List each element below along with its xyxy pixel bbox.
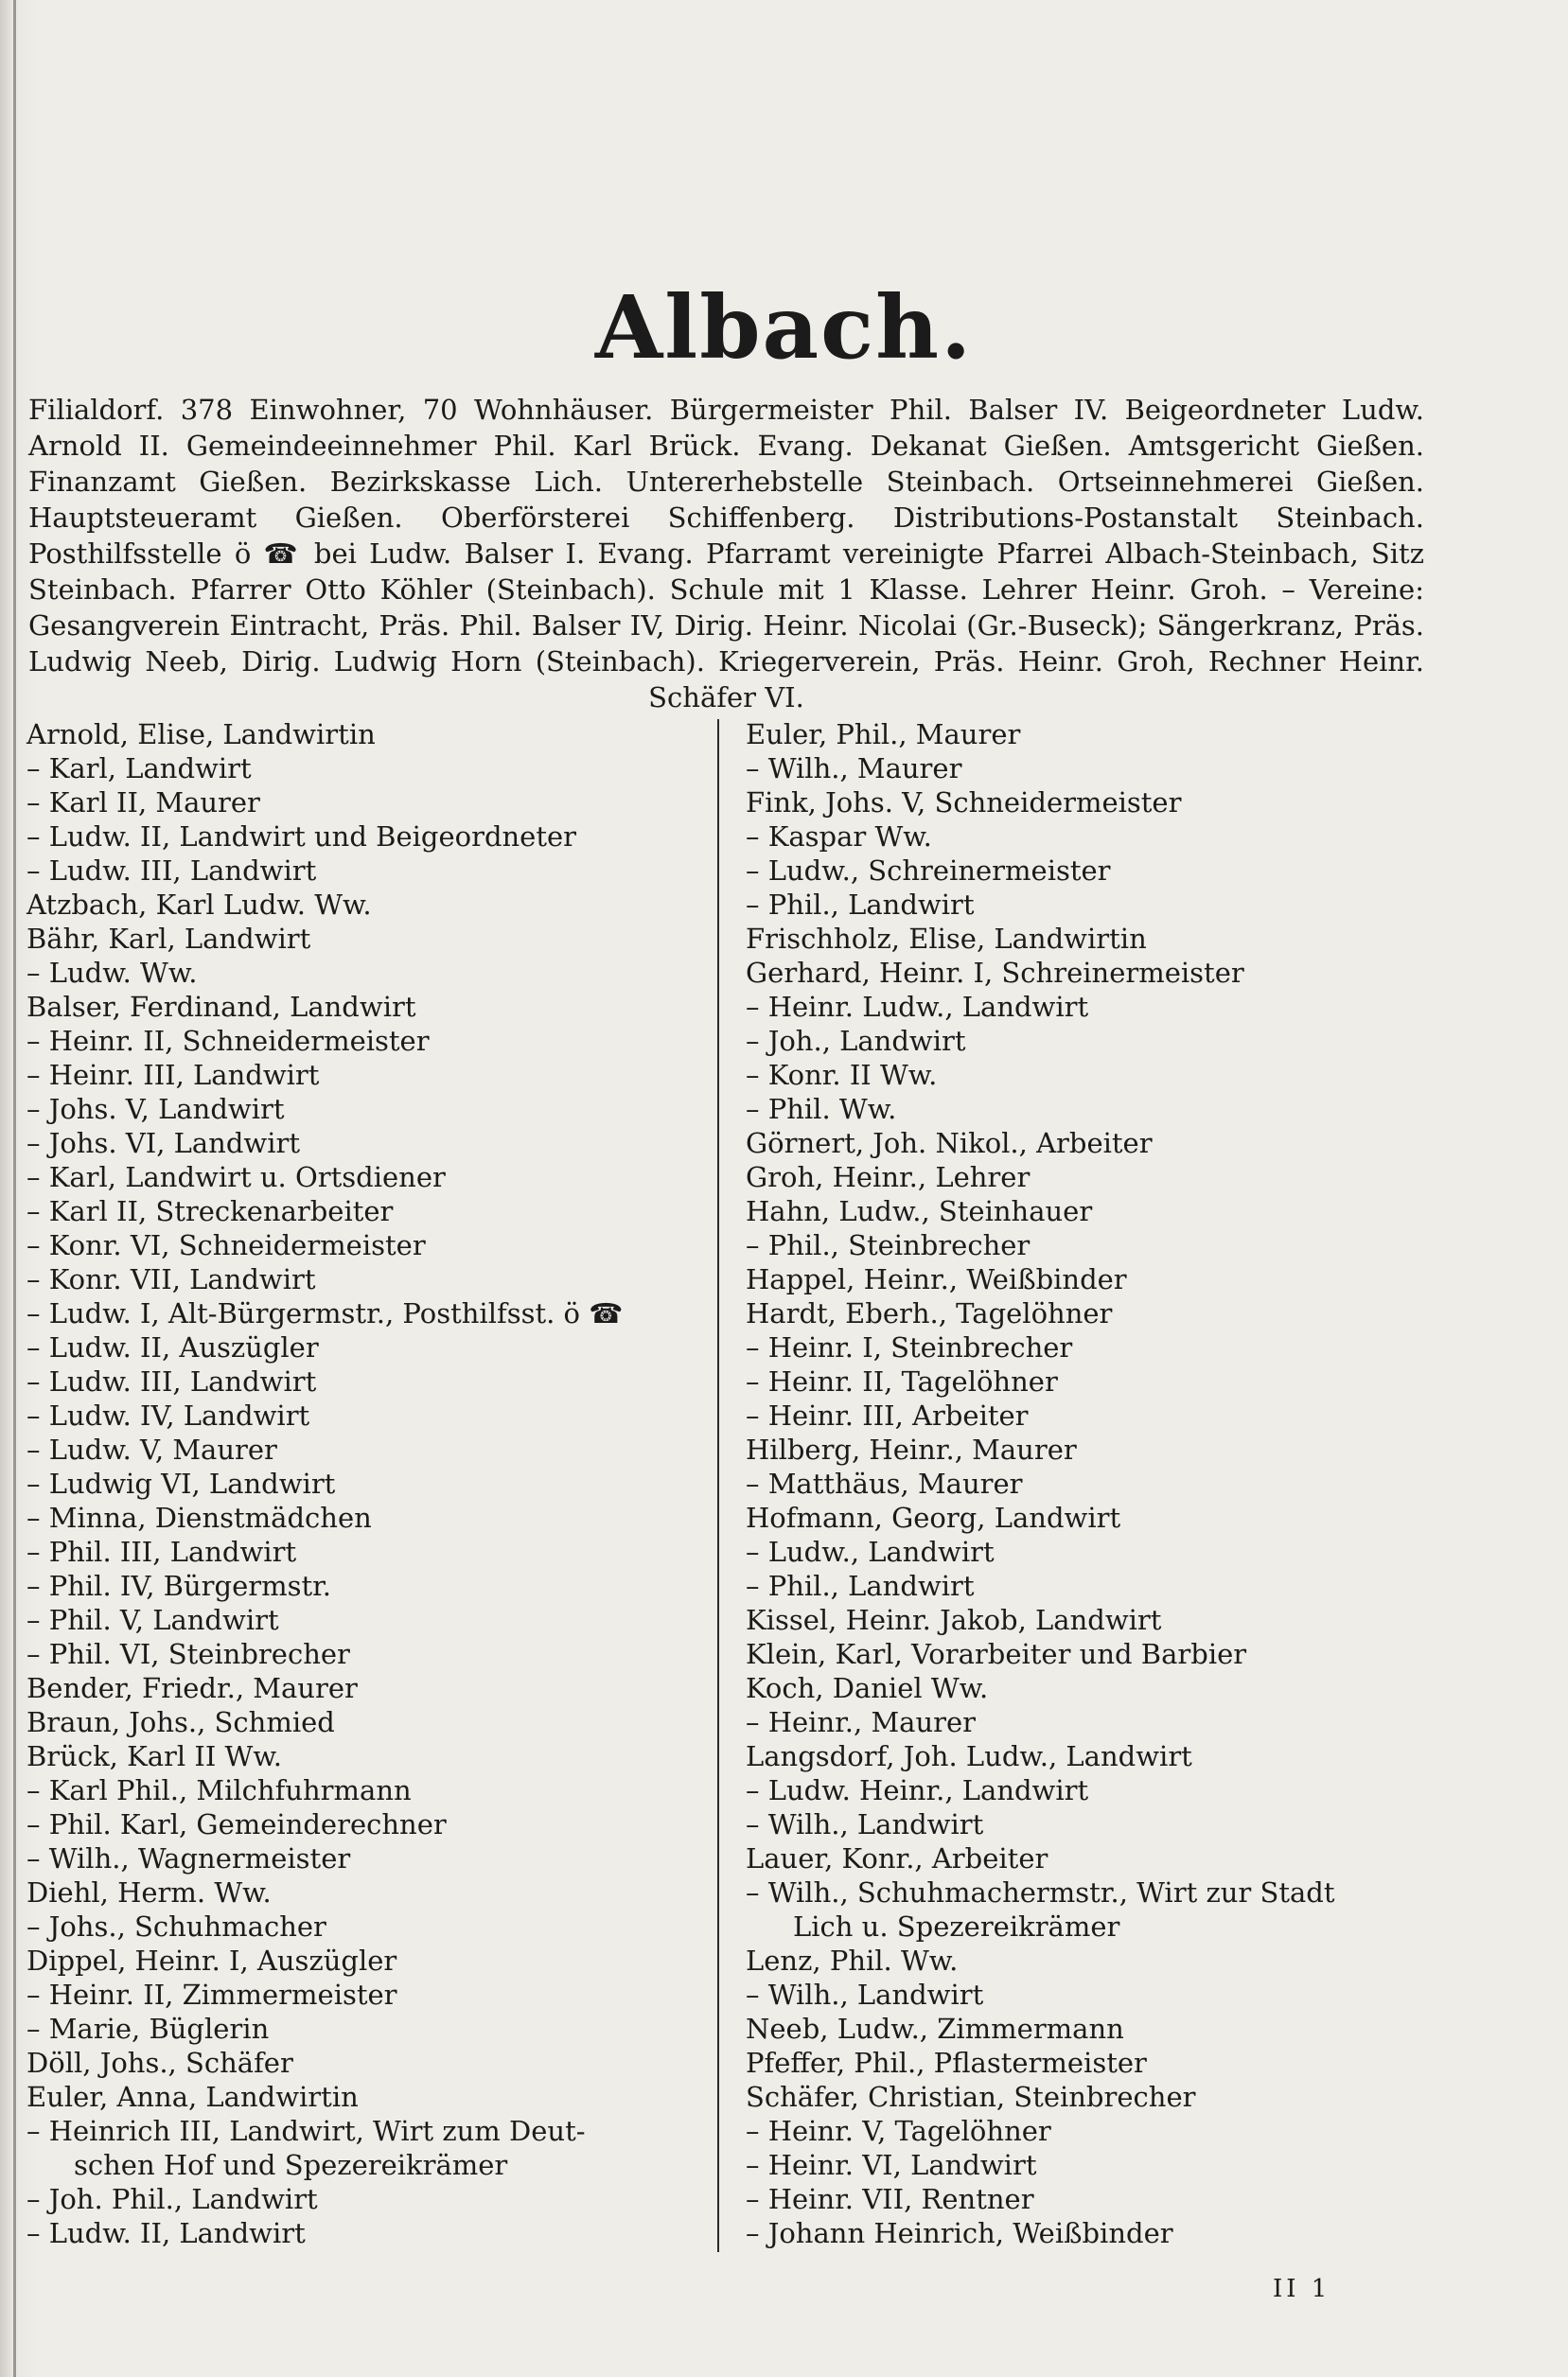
list-item: – Karl II, Maurer — [26, 786, 260, 819]
list-item: – Minna, Dienstmädchen — [26, 1502, 372, 1534]
list-item: Balser, Ferdinand, Landwirt — [26, 991, 416, 1023]
list-item: Schäfer, Christian, Steinbrecher — [746, 2081, 1196, 2113]
list-item: – Ludw., Landwirt — [746, 1536, 995, 1568]
list-item: Groh, Heinr., Lehrer — [746, 1161, 1031, 1193]
list-item: Bender, Friedr., Maurer — [26, 1672, 358, 1704]
list-item: – Ludw. V, Maurer — [26, 1434, 277, 1466]
list-item: Neeb, Ludw., Zimmermann — [746, 2013, 1124, 2045]
list-item: – Phil. V, Landwirt — [26, 1604, 279, 1636]
list-item: – Matthäus, Maurer — [746, 1468, 1023, 1500]
list-item: – Phil., Landwirt — [746, 1570, 975, 1602]
list-item: – Ludw. III, Landwirt — [26, 1365, 317, 1398]
list-item: – Phil. Karl, Gemeinderechner — [26, 1808, 447, 1840]
resident-list-left — [26, 717, 708, 2250]
list-item: – Johann Heinrich, Weißbinder — [746, 2217, 1173, 2249]
list-item: Bähr, Karl, Landwirt — [26, 923, 311, 955]
page-title: Albach. — [594, 276, 974, 379]
list-item: – Karl, Landwirt u. Ortsdiener — [26, 1161, 446, 1193]
list-item: – Joh., Landwirt — [746, 1025, 966, 1057]
list-item: – Heinr. III, Landwirt — [26, 1059, 320, 1091]
list-item: Arnold, Elise, Landwirtin — [26, 718, 376, 750]
list-item: – Wilh., Landwirt — [746, 1808, 984, 1840]
list-item: – Karl Phil., Milchfuhrmann — [26, 1774, 412, 1806]
list-item: – Phil. VI, Steinbrecher — [26, 1638, 350, 1670]
list-item: – Heinr. II, Zimmermeister — [26, 1979, 397, 2011]
list-item: – Ludw. II, Landwirt — [26, 2217, 306, 2249]
list-item: – Heinr. Ludw., Landwirt — [746, 991, 1089, 1023]
list-item: – Phil. Ww. — [746, 1093, 897, 1125]
list-item: – Phil., Landwirt — [746, 889, 975, 921]
list-item: – Heinr., Maurer — [746, 1706, 977, 1738]
list-item: Euler, Phil., Maurer — [746, 718, 1021, 750]
list-item: – Ludw. II, Auszügler — [26, 1331, 319, 1364]
list-item: – Kaspar Ww. — [746, 820, 932, 853]
list-item: Lauer, Konr., Arbeiter — [746, 1842, 1048, 1875]
list-item: – Karl II, Streckenarbeiter — [26, 1195, 394, 1227]
list-item: – Karl, Landwirt — [26, 752, 252, 784]
list-item: – Joh. Phil., Landwirt — [26, 2183, 318, 2215]
list-item-continuation: Lich u. Spezereikrämer — [793, 1910, 1120, 1943]
list-item: – Johs. VI, Landwirt — [26, 1127, 301, 1159]
list-item: Brück, Karl II Ww. — [26, 1740, 282, 1772]
list-item: Happel, Heinr., Weißbinder — [746, 1263, 1127, 1295]
list-item: – Phil., Steinbrecher — [746, 1229, 1031, 1261]
list-item: – Wilh., Maurer — [746, 752, 962, 784]
list-item: – Marie, Büglerin — [26, 2013, 270, 2045]
list-item: – Konr. VII, Landwirt — [26, 1263, 316, 1295]
list-item: – Wilh., Schuhmachermstr., Wirt zur Stadt — [746, 1876, 1335, 1909]
list-item: Hardt, Eberh., Tagelöhner — [746, 1297, 1113, 1329]
list-item: – Wilh., Wagnermeister — [26, 1842, 351, 1875]
list-item: – Heinr. VII, Rentner — [746, 2183, 1034, 2215]
list-item: Hahn, Ludw., Steinhauer — [746, 1195, 1093, 1227]
list-item: Hofmann, Georg, Landwirt — [746, 1502, 1121, 1534]
list-item: – Heinrich III, Landwirt, Wirt zum Deut- — [26, 2115, 586, 2147]
list-item: Hilberg, Heinr., Maurer — [746, 1434, 1077, 1466]
list-item: Frischholz, Elise, Landwirtin — [746, 923, 1147, 955]
list-item: – Konr. VI, Schneidermeister — [26, 1229, 426, 1261]
list-item-continuation: schen Hof und Spezereikrämer — [74, 2149, 508, 2181]
list-item: Döll, Johs., Schäfer — [26, 2047, 293, 2079]
list-item: – Heinr. VI, Landwirt — [746, 2149, 1037, 2181]
list-item: Euler, Anna, Landwirtin — [26, 2081, 359, 2113]
list-item: – Heinr. II, Schneidermeister — [26, 1025, 430, 1057]
list-item: Gerhard, Heinr. I, Schreinermeister — [746, 957, 1244, 989]
list-item: – Wilh., Landwirt — [746, 1979, 984, 2011]
list-item: Klein, Karl, Vorarbeiter und Barbier — [746, 1638, 1247, 1670]
list-item: – Phil. IV, Bürgermstr. — [26, 1570, 332, 1602]
list-item: Koch, Daniel Ww. — [746, 1672, 989, 1704]
resident-list-right — [746, 717, 1427, 2250]
list-item: – Ludw. II, Landwirt und Beigeordneter — [26, 820, 577, 853]
list-item: – Ludw. III, Landwirt — [26, 854, 317, 887]
list-item: Diehl, Herm. Ww. — [26, 1876, 272, 1909]
list-item: – Ludw. IV, Landwirt — [26, 1400, 310, 1432]
list-item: – Ludw. I, Alt-Bürgermstr., Posthilfsst. ö ☎ — [26, 1297, 624, 1329]
list-item: Atzbach, Karl Ludw. Ww. — [26, 889, 372, 921]
list-item: Görnert, Joh. Nikol., Arbeiter — [746, 1127, 1153, 1159]
list-item: – Heinr. II, Tagelöhner — [746, 1365, 1058, 1398]
page-number: II 1 — [1273, 2275, 1331, 2303]
list-item: Pfeffer, Phil., Pflastermeister — [746, 2047, 1147, 2079]
list-item: – Johs., Schuhmacher — [26, 1910, 326, 1943]
column-divider — [717, 719, 719, 2252]
list-item: Lenz, Phil. Ww. — [746, 1945, 959, 1977]
list-item: Fink, Johs. V, Schneidermeister — [746, 786, 1182, 819]
list-item: – Konr. II Ww. — [746, 1059, 938, 1091]
list-item: Braun, Johs., Schmied — [26, 1706, 335, 1738]
list-item: – Heinr. V, Tagelöhner — [746, 2115, 1051, 2147]
list-item: Kissel, Heinr. Jakob, Landwirt — [746, 1604, 1162, 1636]
list-item: – Ludwig VI, Landwirt — [26, 1468, 336, 1500]
village-description: Filialdorf. 378 Einwohner, 70 Wohnhäuser. Bürgermeister Phil. Balser IV. Beigeordneter Ludw. Arnold II. Gemeindeeinnehmer Phil. Karl Brück. Evang. Dekanat Gießen. Amtsgericht Gießen. Finanzamt Gießen. Bezirkskasse Lich. Untererhebstelle Steinbach. Ortseinnehmerei Gießen. Hauptsteueramt Gießen. Oberförsterei Schiffenberg. Distributions-Postanstalt Steinbach. Posthilfsstelle ö ☎ bei Ludw. Balser I. Evang. Pfarramt vereinigte Pfarrei Albach-Steinbach, Sitz Steinbach. Pfarrer Otto Köhler (Steinbach). Schule mit 1 Klasse. Lehrer Heinr. Groh. – Vereine: Gesangverein Eintracht, Präs. Phil. Balser IV, Dirig. Heinr. Nicolai (Gr.-Buseck); Sängerkranz, Präs. Ludwig Neeb, Dirig. Ludwig Horn (Steinbach). Kriegerverein, Präs. Heinr. Groh, Rechner Heinr. Schäfer VI. — [28, 394, 1424, 713]
list-item: – Johs. V, Landwirt — [26, 1093, 285, 1125]
list-item: – Heinr. I, Steinbrecher — [746, 1331, 1073, 1364]
list-item: – Ludw. Ww. — [26, 957, 198, 989]
list-item: – Ludw., Schreinermeister — [746, 854, 1111, 887]
list-item: – Ludw. Heinr., Landwirt — [746, 1774, 1089, 1806]
list-item: Langsdorf, Joh. Ludw., Landwirt — [746, 1740, 1192, 1772]
list-item: Dippel, Heinr. I, Auszügler — [26, 1945, 397, 1977]
list-item: – Phil. III, Landwirt — [26, 1536, 297, 1568]
list-item: – Heinr. III, Arbeiter — [746, 1400, 1029, 1432]
